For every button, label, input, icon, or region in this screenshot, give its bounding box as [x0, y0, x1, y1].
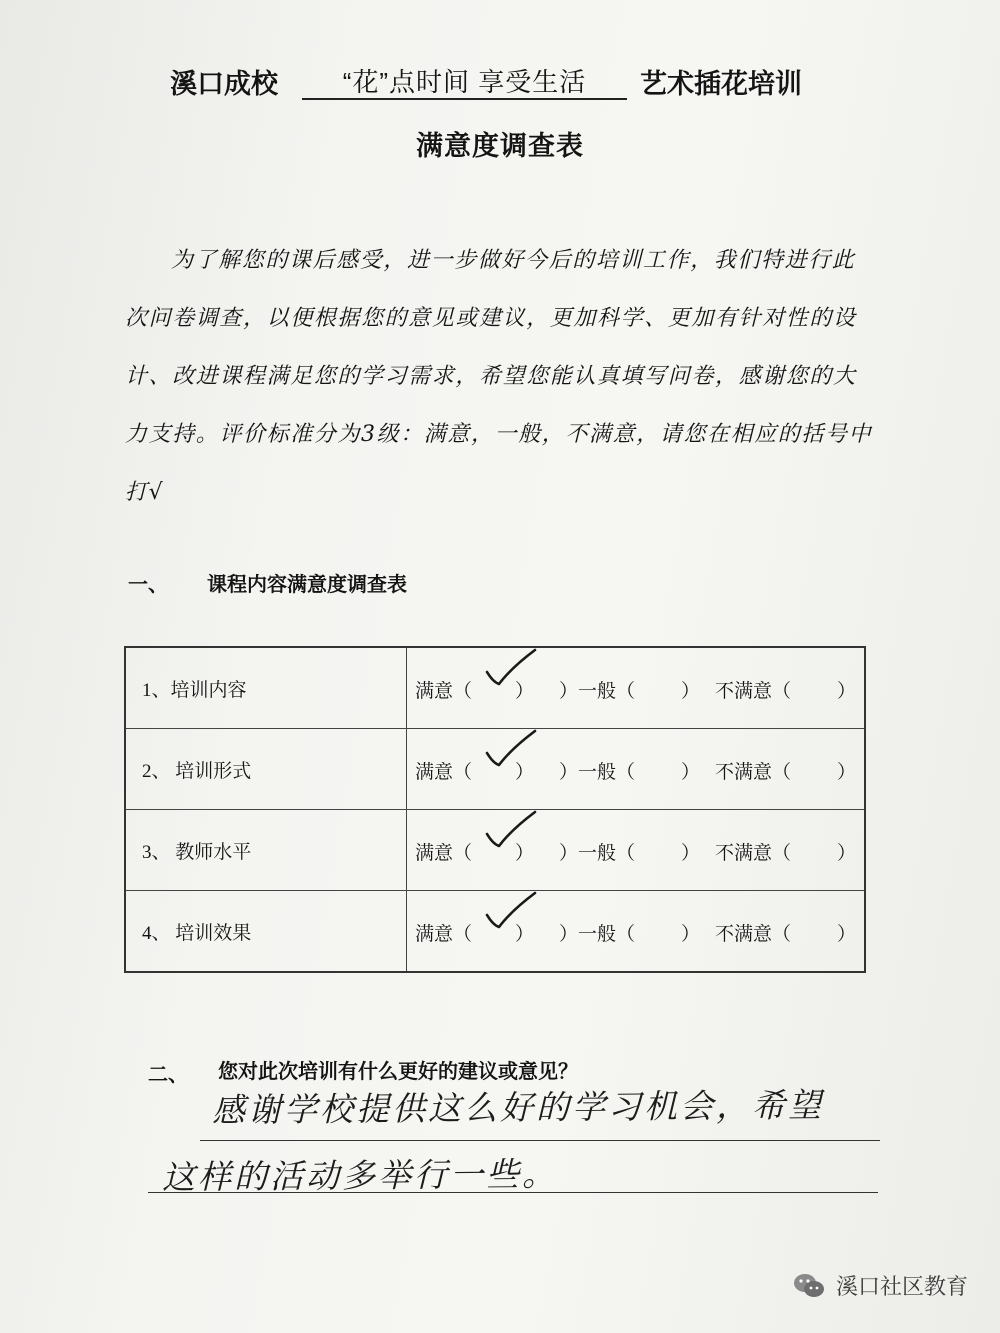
- option-average[interactable]: [559, 919, 700, 946]
- option-average-label: ）一般（: [559, 843, 636, 864]
- answer-line-2: 这样的活动多举行一些。: [161, 1154, 559, 1197]
- option-unsatisfied-close: ）: [837, 681, 857, 702]
- rating-options: [407, 729, 866, 810]
- survey-table: [124, 646, 866, 973]
- survey-item: 1、培训内容: [125, 647, 407, 729]
- option-unsatisfied-label: 不满意（: [715, 762, 792, 783]
- option-satisfied-close: ）: [515, 762, 535, 783]
- option-average-label: ）一般（: [559, 681, 636, 702]
- option-unsatisfied-label: 不满意（: [715, 681, 792, 702]
- option-average-close: ）: [681, 681, 701, 702]
- wechat-icon: [792, 1271, 826, 1301]
- survey-item: 3、 教师水平: [125, 810, 407, 891]
- option-satisfied[interactable]: 满意（: [415, 681, 473, 702]
- option-unsatisfied-label: 不满意（: [715, 843, 792, 864]
- option-unsatisfied-label: 不满意（: [715, 924, 792, 945]
- section2-title: 您对此次培训有什么更好的建议或意见？: [218, 1059, 578, 1083]
- slogan: “花”点时间 享受生活: [302, 62, 627, 100]
- option-unsatisfied-close: ）: [837, 843, 857, 864]
- checkmark-icon: [477, 808, 547, 858]
- option-unsatisfied[interactable]: [715, 838, 856, 865]
- option-unsatisfied[interactable]: [715, 757, 856, 784]
- answer-rule-1: [200, 1140, 880, 1141]
- rating-options: [407, 891, 866, 973]
- option-satisfied[interactable]: 满意（: [415, 762, 473, 783]
- option-average[interactable]: [559, 838, 700, 865]
- option-unsatisfied[interactable]: [715, 919, 856, 946]
- section1-title: 课程内容满意度调查表: [207, 572, 407, 596]
- option-average[interactable]: [559, 757, 700, 784]
- answer-line-1: 感谢学校提供这么好的学习机会，希望: [211, 1085, 825, 1130]
- option-unsatisfied-close: ）: [837, 924, 857, 945]
- section1-number: 一、: [128, 572, 168, 596]
- option-average-label: ）一般（: [559, 924, 636, 945]
- survey-item: 4、 培训效果: [125, 891, 407, 973]
- table-row: [125, 810, 865, 891]
- checkmark-icon: [477, 727, 547, 777]
- option-average-close: ）: [681, 843, 701, 864]
- rating-options: [407, 647, 866, 729]
- option-average-label: ）一般（: [559, 762, 636, 783]
- rating-options: [407, 810, 866, 891]
- option-satisfied-close: ）: [515, 681, 535, 702]
- option-unsatisfied-close: ）: [837, 762, 857, 783]
- section2-number: 二、: [148, 1062, 188, 1086]
- option-average[interactable]: [559, 676, 700, 703]
- course-name: 艺术插花培训: [640, 69, 802, 100]
- option-average-close: ）: [681, 924, 701, 945]
- page-title: 满意度调查表: [416, 131, 584, 162]
- table-row: [125, 729, 865, 810]
- option-average-close: ）: [681, 762, 701, 783]
- table-row: [125, 891, 865, 973]
- option-satisfied[interactable]: 满意（: [415, 924, 473, 945]
- title-line: [0, 62, 1000, 112]
- watermark-text: 溪口社区教育: [835, 1275, 968, 1300]
- option-unsatisfied[interactable]: [715, 676, 856, 703]
- table-row: [125, 647, 865, 729]
- checkmark-icon: [477, 646, 547, 696]
- intro-paragraph: 为了解您的课后感受，进一步做好今后的培训工作，我们特进行此次问卷调查，以便根据您的意见或建议，更加科学、更加有针对性的设计、改进课程满足您的学习需求，希望您能认真填写问卷，感谢您的大力支持。评价标准分为3级：满意，一般，不满意，请您在相应的括号中打√: [125, 248, 873, 505]
- watermark: [792, 1270, 968, 1301]
- answer-rule-2: [148, 1192, 878, 1193]
- school-name: 溪口成校: [170, 69, 278, 100]
- option-satisfied-close: ）: [515, 843, 535, 864]
- checkmark-icon: [477, 889, 547, 939]
- option-satisfied-close: ）: [515, 924, 535, 945]
- survey-item: 2、 培训形式: [125, 729, 407, 810]
- option-satisfied[interactable]: 满意（: [415, 843, 473, 864]
